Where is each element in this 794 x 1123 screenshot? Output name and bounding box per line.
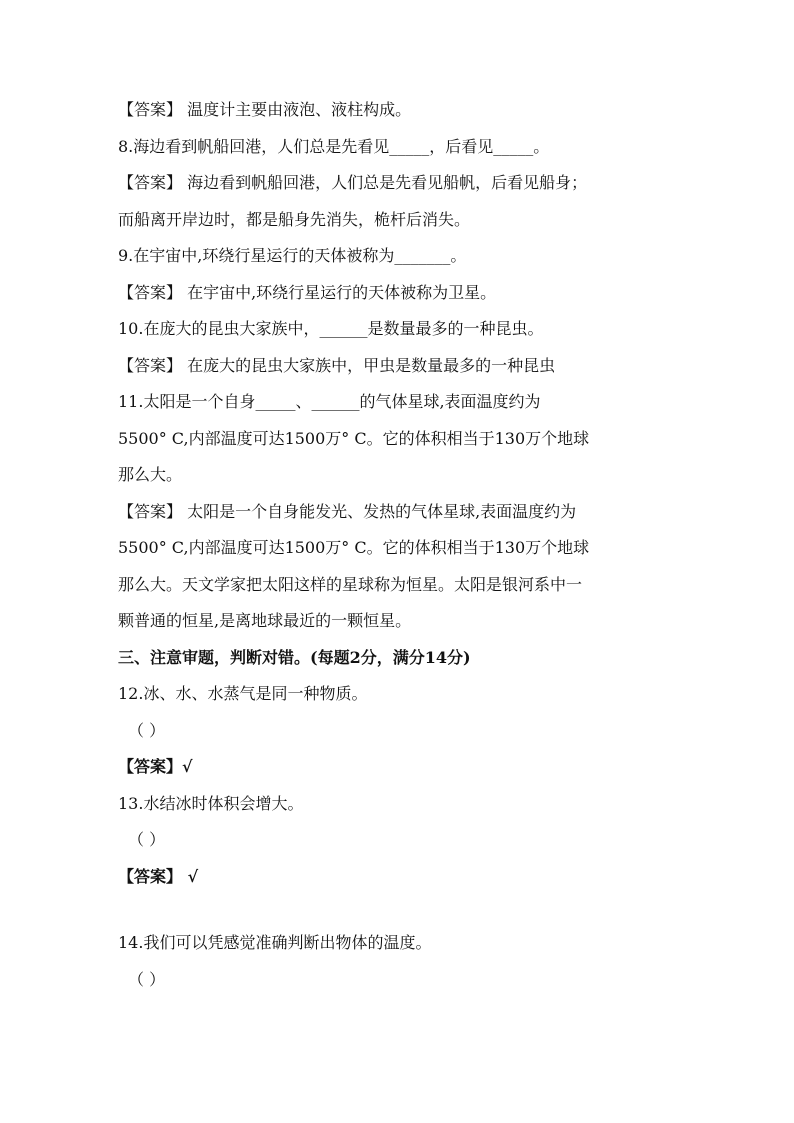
- blank-gap: [118, 895, 678, 925]
- question-10: 10.在庞大的昆虫大家族中，______是数量最多的一种昆虫。: [118, 319, 544, 338]
- answer-9: 【答案】 在宇宙中,环绕行星运行的天体被称为卫星。: [118, 282, 497, 302]
- answer-8-line-2: 而船离开岸边时，都是船身先消失，桅杆后消失。: [118, 209, 471, 229]
- answer-blank-13: （ ）: [128, 830, 166, 849]
- answer-11-line-1: 【答案】 太阳是一个自身能发光、发热的气体星球,表面温度约为: [118, 501, 577, 521]
- question-11-line-3: 那么大。: [118, 465, 183, 484]
- answer-blank-14: （ ）: [128, 969, 166, 989]
- section-3-heading: 三、注意审题，判断对错。(每题2分，满分14分): [118, 647, 471, 667]
- question-12: 12.冰、水、水蒸气是同一种物质。: [118, 684, 368, 703]
- question-13: 13.水结冰时体积会增大。: [118, 793, 304, 813]
- question-11-line-1: 11.太阳是一个自身_____、______的气体星球,表面温度约为: [118, 392, 541, 411]
- answer-7: 【答案】 温度计主要由液泡、液柱构成。: [118, 100, 412, 119]
- answer-11-line-2: 5500° C,内部温度可达1500万° C。它的体积相当于130万个地球: [118, 538, 590, 557]
- question-11-line-2: 5500° C,内部温度可达1500万° C。它的体积相当于130万个地球: [118, 428, 590, 448]
- answer-blank-12: （ ）: [128, 720, 166, 740]
- answer-10: 【答案】 在庞大的昆虫大家族中，甲虫是数量最多的一种昆虫: [118, 355, 556, 375]
- answer-13: 【答案】 √: [118, 866, 199, 886]
- answer-8-line-1: 【答案】 海边看到帆船回港，人们总是先看见船帆，后看见船身；: [118, 173, 588, 192]
- answer-11-line-3: 那么大。天文学家把太阳这样的星球称为恒星。太阳是银河系中一: [118, 574, 583, 594]
- question-9: 9.在宇宙中,环绕行星运行的天体被称为_______。: [118, 246, 467, 265]
- question-8: 8.海边看到帆船回港，人们总是先看见_____，后看见_____。: [118, 136, 550, 156]
- document-page: [118, 92, 678, 998]
- answer-12: 【答案】√: [118, 757, 193, 776]
- answer-11-line-4: 颗普通的恒星,是离地球最近的一颗恒星。: [118, 611, 412, 630]
- question-14: 14.我们可以凭感觉准确判断出物体的温度。: [118, 933, 432, 952]
